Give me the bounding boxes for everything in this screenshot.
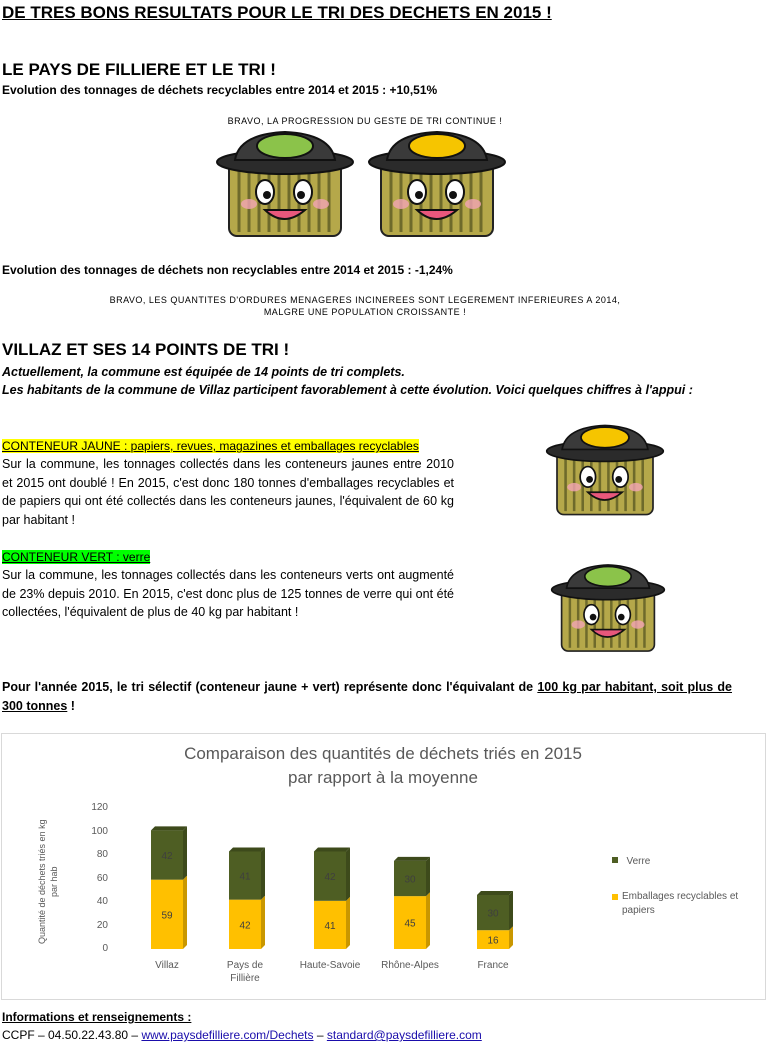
- section-title-filliere: LE PAYS DE FILLIERE ET LE TRI !: [2, 60, 276, 79]
- x-category-label: Villaz: [155, 960, 179, 971]
- bar-top: [394, 857, 430, 861]
- section-title-villaz: VILLAZ ET SES 14 POINTS DE TRI !: [2, 340, 290, 359]
- green-container-heading: [2, 548, 150, 566]
- bar-value-label: 42: [239, 920, 251, 932]
- footer-separator: –: [313, 1028, 327, 1042]
- summary-underlined: 100 kg par habitant, soit plus de 300 tonnes: [2, 680, 732, 713]
- y-tick-label: 0: [102, 943, 108, 954]
- x-category-label: Rhône-Alpes: [381, 960, 439, 971]
- bar-value-label: 41: [324, 920, 336, 932]
- x-category-label: France: [477, 960, 509, 971]
- chart-title: [0, 742, 766, 790]
- bar-top: [477, 891, 513, 895]
- non-recyclable-caption-2: MALGRE UNE POPULATION CROISSANTE !: [263, 307, 467, 317]
- chart-title-line1: Comparaison des quantités de déchets triés en 2015: [184, 744, 582, 763]
- bar-value-label: 42: [161, 851, 173, 862]
- bar-side: [183, 876, 187, 949]
- bar-value-label: 41: [239, 871, 251, 883]
- x-category-label: Pays de Fillière: [226, 960, 264, 984]
- summary-suffix: !: [67, 699, 75, 713]
- y-tick-label: 60: [96, 872, 108, 884]
- villaz-intro-1: Actuellement, la commune est équipée de 14 points de tri complets.: [2, 365, 405, 379]
- legend-item-verre: [612, 851, 650, 869]
- website-link[interactable]: www.paysdefilliere.com/Dechets: [141, 1028, 314, 1042]
- bar-side: [261, 896, 265, 949]
- legend-swatch-verre: [612, 857, 618, 863]
- bar-side: [261, 847, 265, 899]
- page-title: DE TRES BONS RESULTATS POUR LE TRI DES DECHETS EN 2015 !: [2, 3, 552, 22]
- chart-ylabel: Quantité de déchets triés en kg par hab: [37, 819, 59, 945]
- yellow-container-heading: [2, 437, 419, 455]
- bar-value-label: 30: [404, 874, 416, 886]
- recyclable-caption: BRAVO, LA PROGRESSION DU GESTE DE TRI CONTINUE !: [227, 116, 503, 126]
- legend-item-emballages: [612, 890, 762, 918]
- recyclable-evolution: Evolution des tonnages de déchets recyclables entre 2014 et 2015 : +10,51%: [2, 83, 438, 97]
- bar-value-label: 16: [487, 935, 499, 947]
- email-link[interactable]: standard@paysdefilliere.com: [326, 1028, 482, 1042]
- footer-contact: [2, 1028, 482, 1042]
- bar-side: [509, 926, 513, 949]
- green-heading-text: CONTENEUR VERT : verre: [2, 550, 151, 564]
- bar-value-label: 45: [404, 918, 416, 930]
- legend-swatch-emballages: [612, 894, 618, 900]
- summary-prefix: Pour l'année 2015, le tri sélectif (conteneur jaune + vert) représente donc l'équivalant de: [2, 680, 538, 694]
- footer-phone: CCPF – 04.50.22.43.80 –: [2, 1028, 142, 1042]
- legend-label-verre: Verre: [626, 856, 651, 867]
- summary-sentence: [2, 678, 732, 716]
- chart-title-line2: par rapport à la moyenne: [288, 768, 478, 787]
- bar-top: [151, 826, 187, 830]
- villaz-intro-2: Les habitants de la commune de Villaz participent favorablement à cette évolution. Voici quelques chiffres à l'appui :: [2, 383, 693, 397]
- bar-value-label: 30: [487, 908, 499, 920]
- y-tick-label: 100: [91, 825, 108, 837]
- bar-value-label: 59: [161, 910, 173, 922]
- bar-top: [314, 847, 350, 851]
- bar-side: [426, 892, 430, 949]
- y-tick-label: 20: [96, 919, 108, 931]
- y-tick-label: 40: [96, 896, 108, 907]
- bar-side: [346, 897, 350, 949]
- yellow-heading-text: CONTENEUR JAUNE : papiers, revues, magazines et emballages recyclables: [2, 439, 419, 453]
- y-tick-label: 80: [96, 849, 108, 860]
- bar-side: [509, 891, 513, 930]
- y-tick-label: 120: [91, 802, 108, 813]
- non-recyclable-evolution: Evolution des tonnages de déchets non recyclables entre 2014 et 2015 : -1,24%: [2, 263, 453, 277]
- bar-side: [346, 847, 350, 900]
- green-container-text: Sur la commune, les tonnages collectés dans les conteneurs verts ont augmenté de 23% depuis 2010. En 2015, c'est donc plus de 125 tonnes de verre qui ont été collectées, l'équivalent de plus de 40 kg par habitant !: [2, 568, 454, 619]
- green-container-icon: [550, 560, 666, 656]
- x-category-label: Haute-Savoie: [299, 960, 361, 971]
- footer-heading: Informations et renseignements :: [2, 1010, 192, 1024]
- bar-top: [229, 847, 265, 851]
- yellow-container-text: Sur la commune, les tonnages collectés dans les conteneurs jaunes entre 2010 et 2015 ont doublé ! En 2015, c'est donc 180 tonnes d'emballages recyclables et de papiers qui ont été collectés dans les conteneurs jaunes, l'équivalent de 60 kg par habitant !: [2, 457, 454, 527]
- yellow-container-icon: [545, 420, 665, 520]
- containers-illustration: [215, 128, 515, 240]
- chart-plot: [0, 800, 600, 960]
- bar-side: [426, 857, 430, 896]
- bar-side: [183, 826, 187, 879]
- non-recyclable-caption-1: BRAVO, LES QUANTITES D'ORDURES MENAGERES INCINEREES SONT LEGEREMENT INFERIEURES A 2014,: [109, 295, 621, 305]
- bar-value-label: 42: [324, 872, 336, 884]
- legend-label-emballages: Emballages recyclables et papiers: [622, 891, 739, 916]
